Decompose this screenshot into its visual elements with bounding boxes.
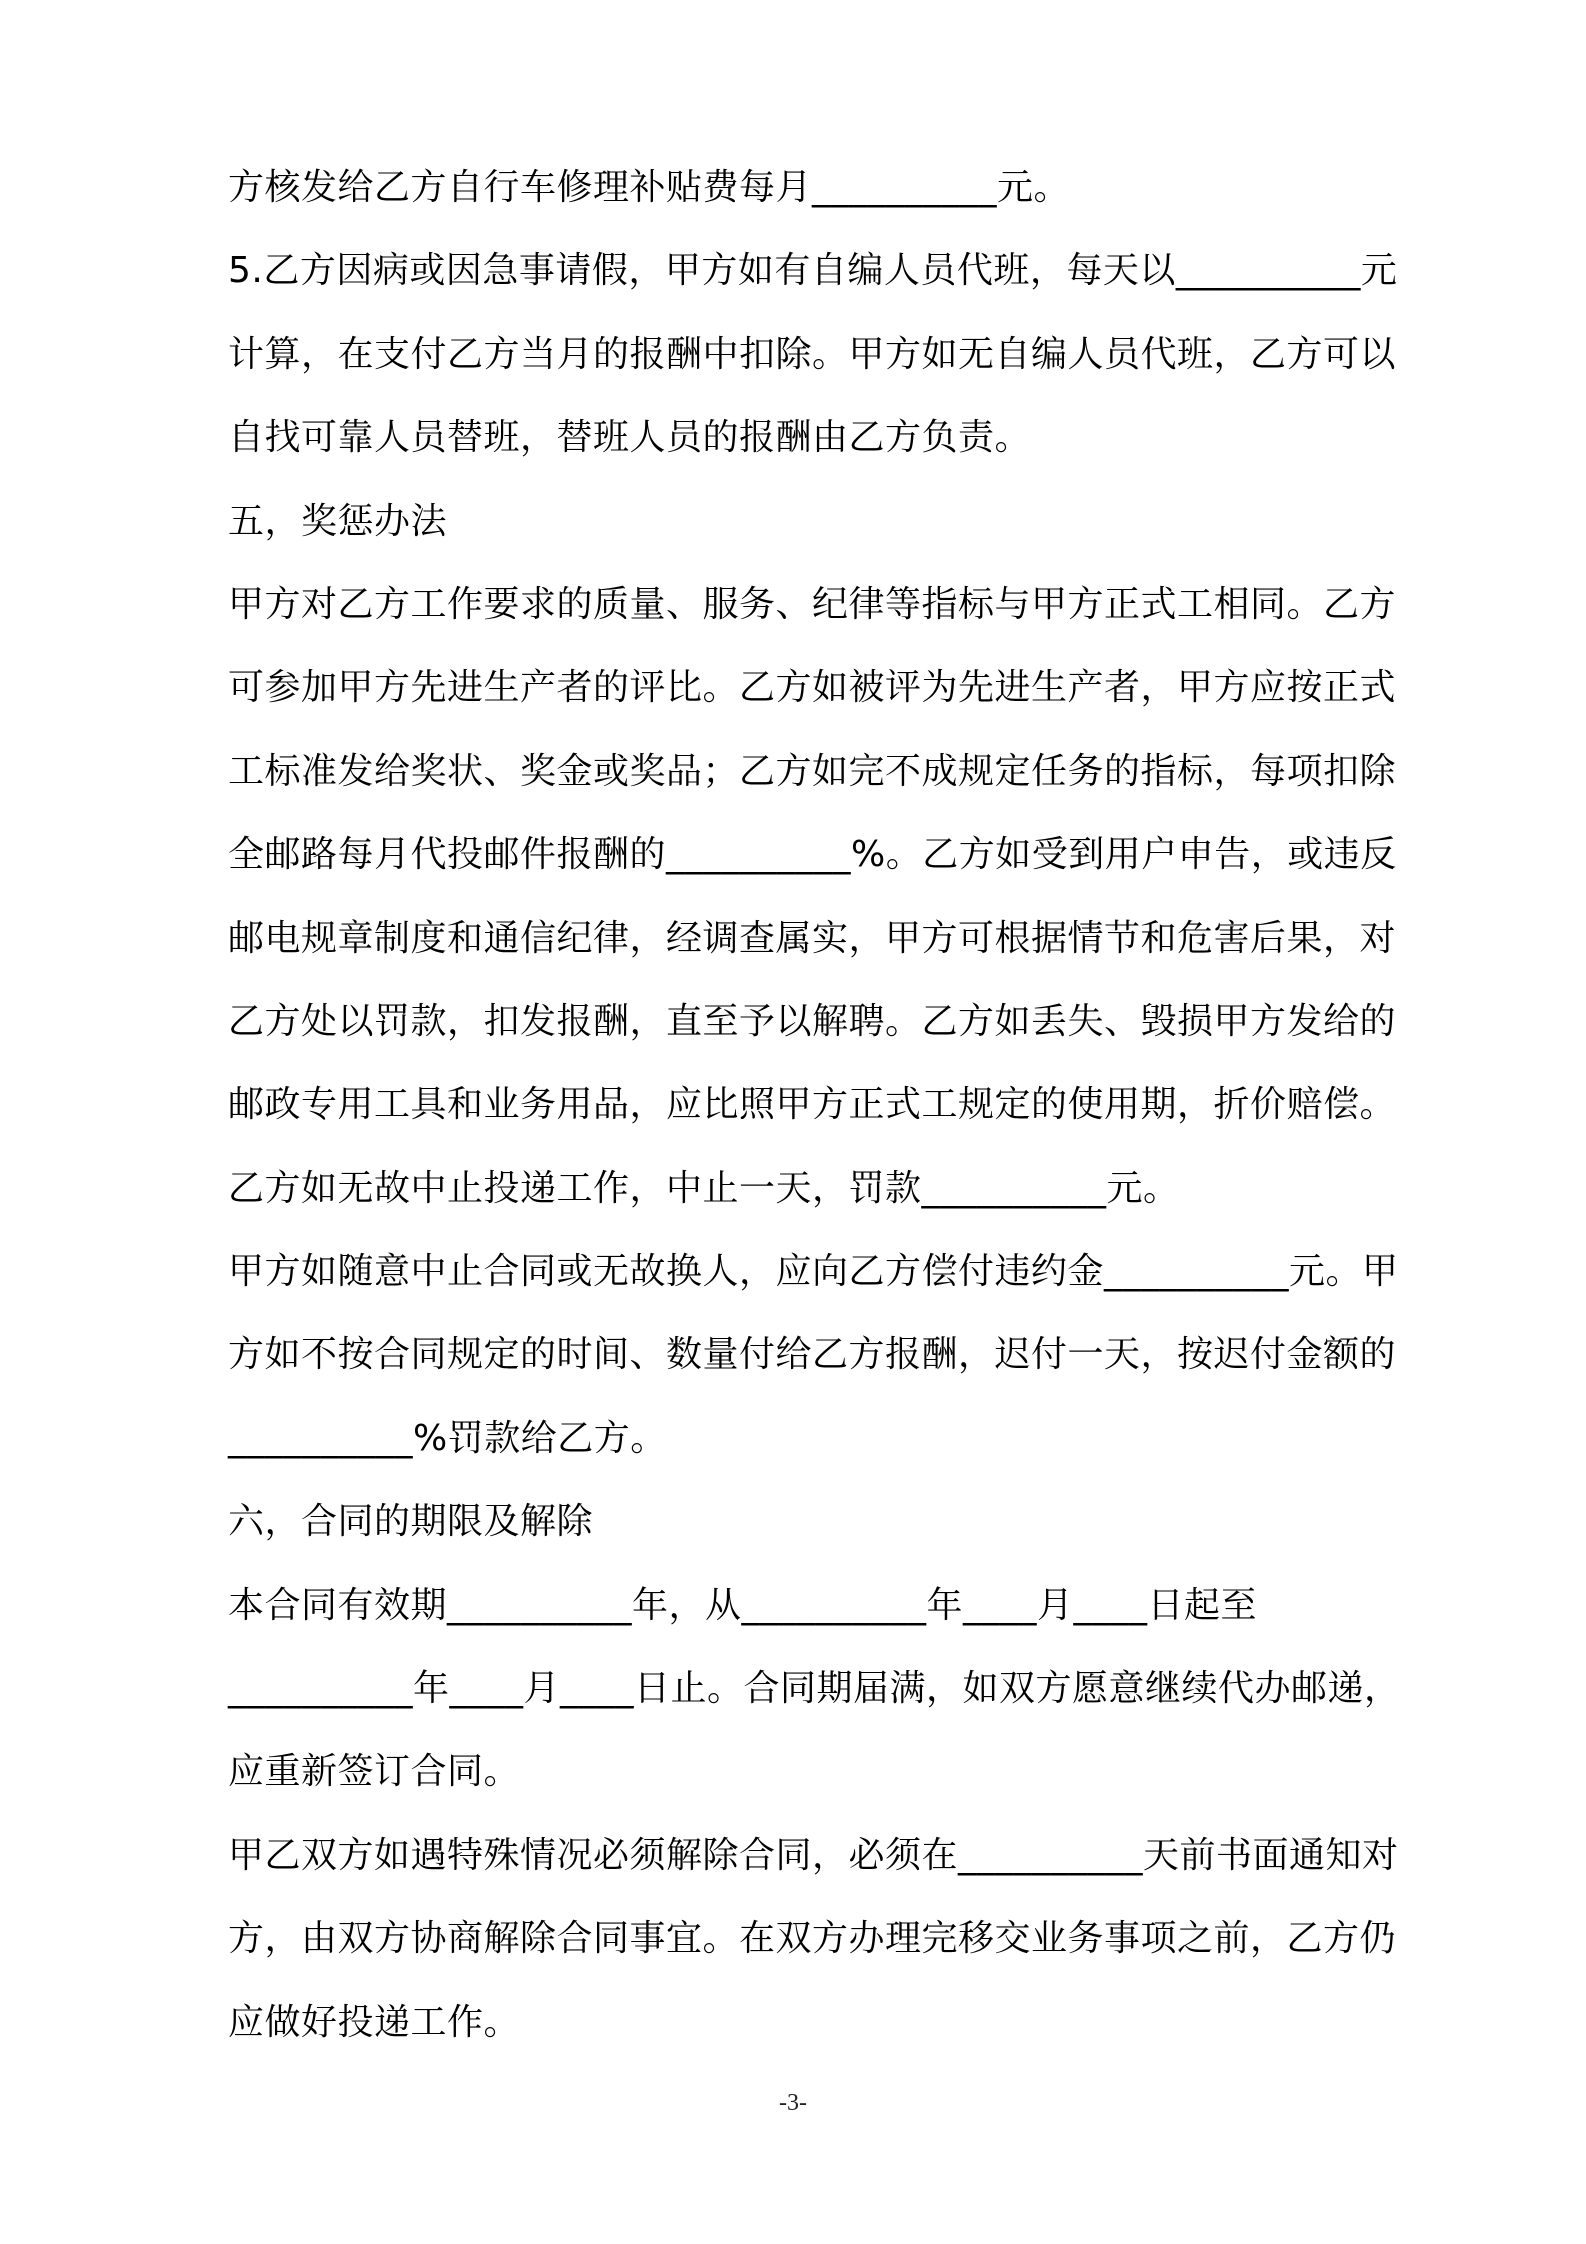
text-line: 邮电规章制度和通信纪律，经调查属实，甲方可根据情节和危害后果，对 xyxy=(228,917,1397,959)
text-line: 5.乙方因病或因急事请假，甲方如有自编人员代班，每天以__________元 xyxy=(228,250,1398,292)
text-line: 方，由双方协商解除合同事宜。在双方办理完移交业务事项之前，乙方仍 xyxy=(228,1918,1397,1960)
text-line: 甲方对乙方工作要求的质量、服务、纪律等指标与甲方正式工相同。乙方 xyxy=(228,583,1397,625)
text-line: 工标准发给奖状、奖金或奖品；乙方如完不成规定任务的指标，每项扣除 xyxy=(228,750,1397,792)
text-line: 本合同有效期__________年，从__________年____月____日起至 xyxy=(228,1584,1258,1626)
text-line: 全邮路每月代投邮件报酬的__________%。乙方如受到用户申告，或违反 xyxy=(228,834,1397,876)
text-line: 应重新签订合同。 xyxy=(228,1751,521,1793)
text-line: 可参加甲方先进生产者的评比。乙方如被评为先进生产者，甲方应按正式 xyxy=(228,667,1397,709)
document-body xyxy=(228,146,1468,2064)
text-line: 自找可靠人员替班，替班人员的报酬由乙方负责。 xyxy=(228,417,1032,459)
text-line: __________年____月____日止。合同期届满，如双方愿意继续代办邮递， xyxy=(228,1668,1401,1710)
text-line: 邮政专用工具和业务用品，应比照甲方正式工规定的使用期，折价赔偿。 xyxy=(228,1084,1397,1126)
text-line: 乙方如无故中止投递工作，中止一天，罚款__________元。 xyxy=(228,1167,1180,1209)
text-line: 应做好投递工作。 xyxy=(228,2001,521,2043)
text-line: 方如不按合同规定的时间、数量付给乙方报酬，迟付一天，按迟付金额的 xyxy=(228,1334,1397,1376)
text-line: __________%罚款给乙方。 xyxy=(228,1417,667,1459)
section-heading: 五，奖惩办法 xyxy=(228,500,448,542)
text-line: 计算，在支付乙方当月的报酬中扣除。甲方如无自编人员代班，乙方可以 xyxy=(228,333,1397,375)
section-heading: 六，合同的期限及解除 xyxy=(228,1501,594,1543)
text-line: 方核发给乙方自行车修理补贴费每月__________元。 xyxy=(228,167,1071,208)
text-line: 乙方处以罚款，扣发报酬，直至予以解聘。乙方如丢失、毁损甲方发给的 xyxy=(228,1000,1397,1042)
page-number: -3- xyxy=(779,2090,807,2116)
text-line: 甲方如随意中止合同或无故换人，应向乙方偿付违约金__________元。甲 xyxy=(228,1251,1399,1293)
text-line: 甲乙双方如遇特殊情况必须解除合同，必须在__________天前书面通知对 xyxy=(228,1834,1399,1876)
